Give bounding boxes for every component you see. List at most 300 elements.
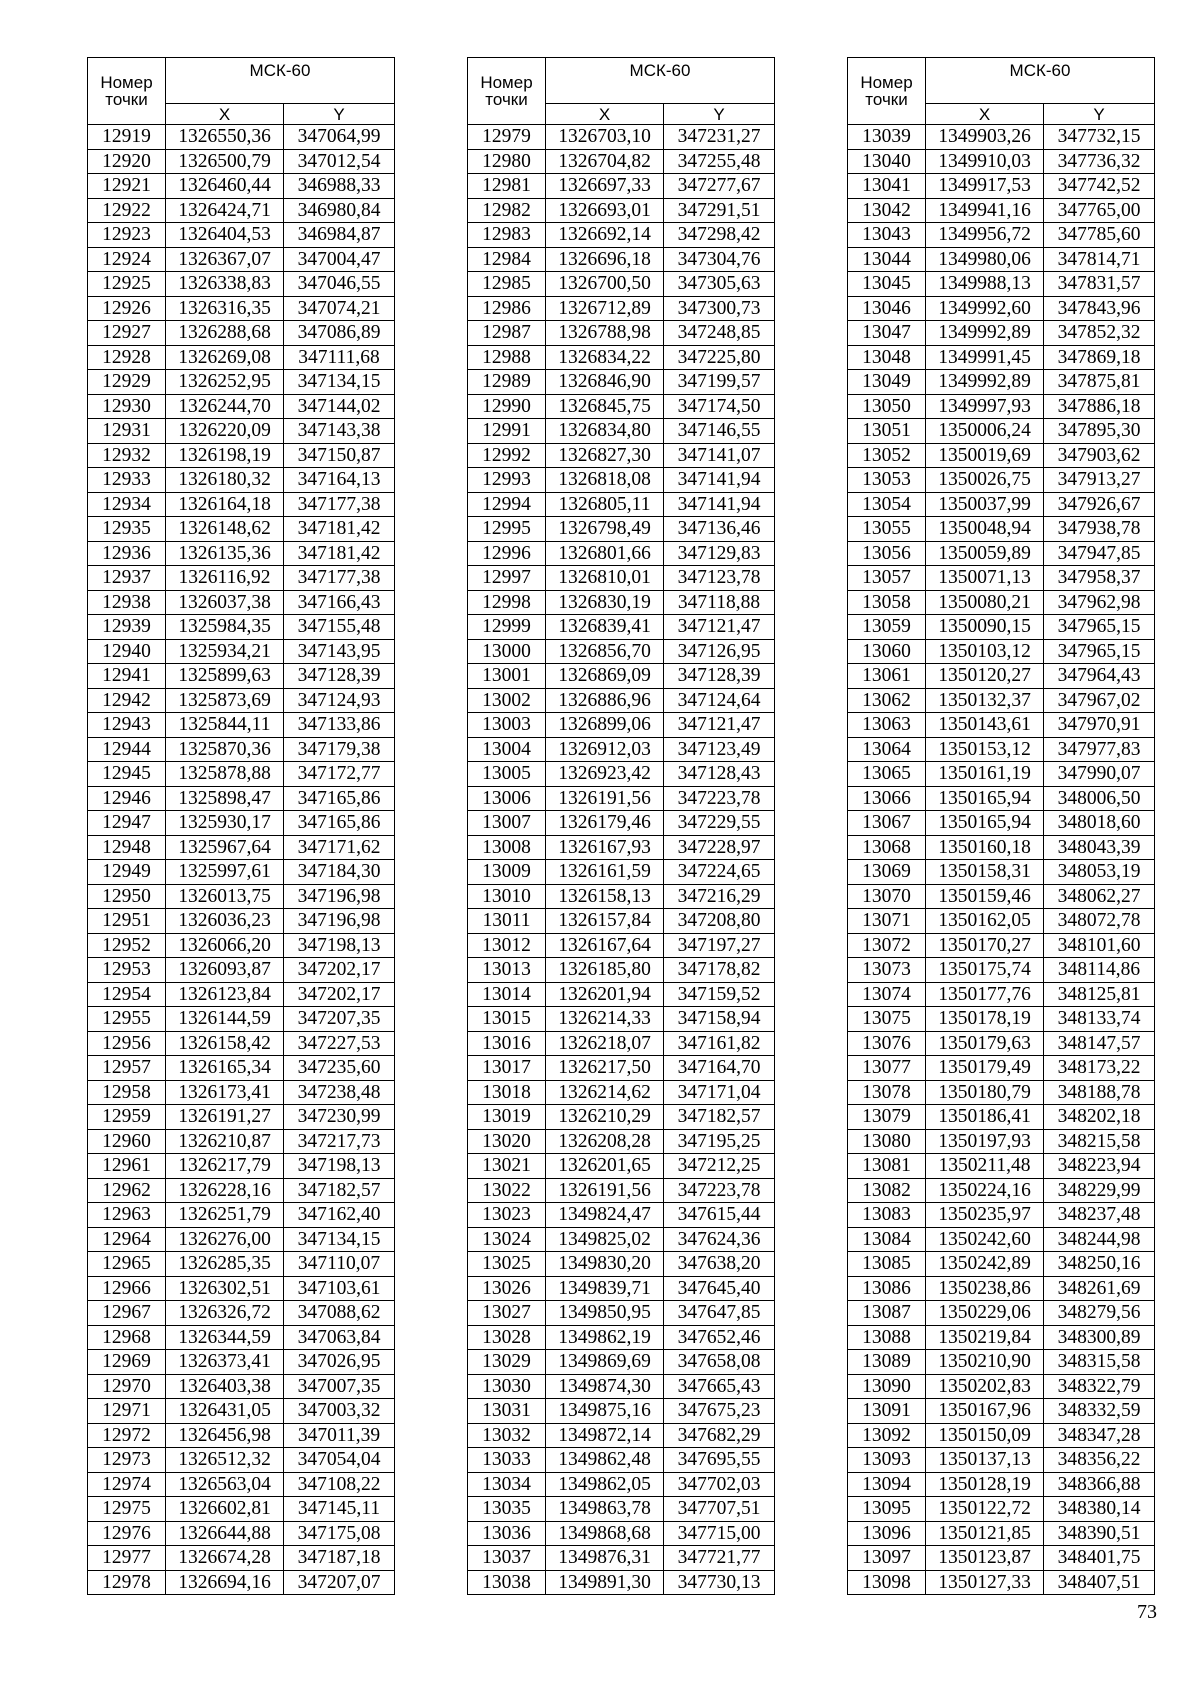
table-row bbox=[88, 370, 395, 395]
y-coordinate-cell: 347177,38 bbox=[284, 492, 395, 517]
x-coordinate-cell: 1326185,80 bbox=[546, 958, 664, 983]
y-coordinate-cell: 347224,65 bbox=[664, 860, 775, 885]
y-coordinate-cell: 347658,08 bbox=[664, 1350, 775, 1375]
table-row bbox=[848, 909, 1155, 934]
table-row bbox=[88, 1031, 395, 1056]
x-coordinate-cell: 1349830,20 bbox=[546, 1252, 664, 1277]
x-coordinate-cell: 1349910,03 bbox=[926, 149, 1044, 174]
x-coordinate-cell: 1326810,01 bbox=[546, 566, 664, 591]
x-coordinate-cell: 1349903,26 bbox=[926, 125, 1044, 150]
y-coordinate-cell: 347235,60 bbox=[284, 1056, 395, 1081]
point-number-cell: 12951 bbox=[88, 909, 166, 934]
point-number-cell: 12954 bbox=[88, 982, 166, 1007]
x-coordinate-cell: 1350180,79 bbox=[926, 1080, 1044, 1105]
y-coordinate-cell: 347187,18 bbox=[284, 1546, 395, 1571]
x-coordinate-cell: 1349862,05 bbox=[546, 1472, 664, 1497]
table-row bbox=[88, 517, 395, 542]
table-row bbox=[468, 1252, 775, 1277]
y-coordinate-cell: 347736,32 bbox=[1044, 149, 1155, 174]
table-row bbox=[468, 1350, 775, 1375]
point-number-cell: 13022 bbox=[468, 1178, 546, 1203]
y-coordinate-cell: 347964,43 bbox=[1044, 664, 1155, 689]
point-number-cell: 12947 bbox=[88, 811, 166, 836]
table-row bbox=[848, 860, 1155, 885]
x-coordinate-cell: 1349997,93 bbox=[926, 394, 1044, 419]
table-row bbox=[468, 223, 775, 248]
x-coordinate-cell: 1326036,23 bbox=[166, 909, 284, 934]
table-row bbox=[848, 1007, 1155, 1032]
y-coordinate-cell: 346980,84 bbox=[284, 198, 395, 223]
point-number-cell: 13086 bbox=[848, 1276, 926, 1301]
x-coordinate-cell: 1350235,97 bbox=[926, 1203, 1044, 1228]
y-coordinate-cell: 347111,68 bbox=[284, 345, 395, 370]
x-coordinate-cell: 1325997,61 bbox=[166, 860, 284, 885]
point-number-cell: 12943 bbox=[88, 713, 166, 738]
x-coordinate-cell: 1325873,69 bbox=[166, 688, 284, 713]
point-number-cell: 13012 bbox=[468, 933, 546, 958]
point-number-cell: 12966 bbox=[88, 1276, 166, 1301]
table-row bbox=[848, 394, 1155, 419]
table-row bbox=[88, 1227, 395, 1252]
x-coordinate-cell: 1326834,22 bbox=[546, 345, 664, 370]
x-coordinate-cell: 1350229,06 bbox=[926, 1301, 1044, 1326]
table-row bbox=[848, 492, 1155, 517]
y-coordinate-cell: 348347,28 bbox=[1044, 1423, 1155, 1448]
table-row bbox=[88, 982, 395, 1007]
point-number-header: Номер точки bbox=[88, 58, 166, 125]
table-row bbox=[848, 566, 1155, 591]
y-coordinate-cell: 347108,22 bbox=[284, 1472, 395, 1497]
point-number-cell: 12937 bbox=[88, 566, 166, 591]
y-coordinate-cell: 347652,46 bbox=[664, 1325, 775, 1350]
point-number-cell: 12940 bbox=[88, 639, 166, 664]
point-number-cell: 12922 bbox=[88, 198, 166, 223]
table-row bbox=[468, 1472, 775, 1497]
y-coordinate-cell: 347161,82 bbox=[664, 1031, 775, 1056]
point-number-cell: 12978 bbox=[88, 1570, 166, 1595]
point-number-cell: 12987 bbox=[468, 321, 546, 346]
point-number-cell: 12983 bbox=[468, 223, 546, 248]
point-number-cell: 12986 bbox=[468, 296, 546, 321]
x-coordinate-cell: 1326788,98 bbox=[546, 321, 664, 346]
point-number-cell: 13072 bbox=[848, 933, 926, 958]
y-coordinate-cell: 347208,80 bbox=[664, 909, 775, 934]
y-coordinate-cell: 347184,30 bbox=[284, 860, 395, 885]
table-row bbox=[88, 443, 395, 468]
x-coordinate-cell: 1350090,15 bbox=[926, 615, 1044, 640]
y-coordinate-cell: 348072,78 bbox=[1044, 909, 1155, 934]
table-row bbox=[88, 639, 395, 664]
x-coordinate-cell: 1349863,78 bbox=[546, 1497, 664, 1522]
table-row bbox=[848, 982, 1155, 1007]
y-coordinate-cell: 347144,02 bbox=[284, 394, 395, 419]
point-number-cell: 12926 bbox=[88, 296, 166, 321]
table-row bbox=[848, 811, 1155, 836]
x-coordinate-cell: 1350165,94 bbox=[926, 811, 1044, 836]
table-row bbox=[848, 639, 1155, 664]
table-row bbox=[468, 125, 775, 150]
table-row bbox=[88, 1423, 395, 1448]
y-coordinate-cell: 348366,88 bbox=[1044, 1472, 1155, 1497]
y-coordinate-cell: 347967,02 bbox=[1044, 688, 1155, 713]
x-coordinate-cell: 1349956,72 bbox=[926, 223, 1044, 248]
point-number-cell: 13096 bbox=[848, 1521, 926, 1546]
table-row bbox=[848, 688, 1155, 713]
table-row bbox=[848, 370, 1155, 395]
x-coordinate-cell: 1350211,48 bbox=[926, 1154, 1044, 1179]
y-coordinate-cell: 347962,98 bbox=[1044, 590, 1155, 615]
table-row bbox=[88, 1399, 395, 1424]
point-number-cell: 12953 bbox=[88, 958, 166, 983]
table-row bbox=[88, 884, 395, 909]
table-row bbox=[468, 468, 775, 493]
y-coordinate-cell: 347304,76 bbox=[664, 247, 775, 272]
y-coordinate-cell: 347965,15 bbox=[1044, 639, 1155, 664]
table-row bbox=[468, 1129, 775, 1154]
y-coordinate-cell: 347785,60 bbox=[1044, 223, 1155, 248]
table-row bbox=[468, 1325, 775, 1350]
x-coordinate-cell: 1326827,30 bbox=[546, 443, 664, 468]
y-coordinate-cell: 348390,51 bbox=[1044, 1521, 1155, 1546]
table-row bbox=[88, 492, 395, 517]
x-coordinate-cell: 1349917,53 bbox=[926, 174, 1044, 199]
point-number-cell: 13055 bbox=[848, 517, 926, 542]
table-row bbox=[848, 272, 1155, 297]
y-coordinate-cell: 347143,38 bbox=[284, 419, 395, 444]
y-coordinate-cell: 347088,62 bbox=[284, 1301, 395, 1326]
point-number-cell: 13007 bbox=[468, 811, 546, 836]
x-coordinate-cell: 1326602,81 bbox=[166, 1497, 284, 1522]
x-coordinate-cell: 1350197,93 bbox=[926, 1129, 1044, 1154]
y-coordinate-cell: 347141,07 bbox=[664, 443, 775, 468]
table-row bbox=[848, 615, 1155, 640]
point-number-cell: 12939 bbox=[88, 615, 166, 640]
y-coordinate-cell: 347990,07 bbox=[1044, 762, 1155, 787]
y-coordinate-cell: 346988,33 bbox=[284, 174, 395, 199]
y-coordinate-cell: 347230,99 bbox=[284, 1105, 395, 1130]
y-coordinate-cell: 347195,25 bbox=[664, 1129, 775, 1154]
y-coordinate-cell: 348244,98 bbox=[1044, 1227, 1155, 1252]
y-coordinate-cell: 347074,21 bbox=[284, 296, 395, 321]
y-coordinate-cell: 347647,85 bbox=[664, 1301, 775, 1326]
point-number-cell: 13034 bbox=[468, 1472, 546, 1497]
point-number-cell: 13052 bbox=[848, 443, 926, 468]
table-row bbox=[468, 982, 775, 1007]
y-coordinate-cell: 347814,71 bbox=[1044, 247, 1155, 272]
point-number-cell: 13029 bbox=[468, 1350, 546, 1375]
point-number-cell: 13015 bbox=[468, 1007, 546, 1032]
table-row bbox=[88, 713, 395, 738]
y-coordinate-cell: 347638,20 bbox=[664, 1252, 775, 1277]
y-coordinate-cell: 347225,80 bbox=[664, 345, 775, 370]
point-number-cell: 13070 bbox=[848, 884, 926, 909]
x-coordinate-cell: 1326144,59 bbox=[166, 1007, 284, 1032]
point-number-cell: 13013 bbox=[468, 958, 546, 983]
table-row bbox=[88, 737, 395, 762]
point-number-cell: 13073 bbox=[848, 958, 926, 983]
table-row bbox=[468, 1031, 775, 1056]
y-coordinate-cell: 347004,47 bbox=[284, 247, 395, 272]
point-number-cell: 13033 bbox=[468, 1448, 546, 1473]
table-row bbox=[848, 1105, 1155, 1130]
y-coordinate-cell: 347895,30 bbox=[1044, 419, 1155, 444]
x-coordinate-cell: 1350121,85 bbox=[926, 1521, 1044, 1546]
y-coordinate-cell: 347730,13 bbox=[664, 1570, 775, 1595]
table-row bbox=[468, 1007, 775, 1032]
point-number-cell: 13008 bbox=[468, 835, 546, 860]
y-coordinate-cell: 347238,48 bbox=[284, 1080, 395, 1105]
y-coordinate-cell: 347179,38 bbox=[284, 737, 395, 762]
y-coordinate-cell: 347277,67 bbox=[664, 174, 775, 199]
y-coordinate-cell: 347207,35 bbox=[284, 1007, 395, 1032]
point-number-cell: 13083 bbox=[848, 1203, 926, 1228]
point-number-cell: 13038 bbox=[468, 1570, 546, 1595]
coordinate-system-header: МСК-60 bbox=[166, 58, 395, 104]
y-coordinate-cell: 347831,57 bbox=[1044, 272, 1155, 297]
x-coordinate-cell: 1326563,04 bbox=[166, 1472, 284, 1497]
y-coordinate-cell: 347227,53 bbox=[284, 1031, 395, 1056]
y-coordinate-cell: 348215,58 bbox=[1044, 1129, 1155, 1154]
x-coordinate-cell: 1349876,31 bbox=[546, 1546, 664, 1571]
point-number-cell: 13091 bbox=[848, 1399, 926, 1424]
point-number-cell: 12974 bbox=[88, 1472, 166, 1497]
y-coordinate-cell: 347196,98 bbox=[284, 884, 395, 909]
y-column-header: Y bbox=[664, 104, 775, 125]
x-coordinate-cell: 1326403,38 bbox=[166, 1374, 284, 1399]
point-number-cell: 12976 bbox=[88, 1521, 166, 1546]
y-coordinate-cell: 348300,89 bbox=[1044, 1325, 1155, 1350]
table-row bbox=[468, 1203, 775, 1228]
point-number-cell: 13002 bbox=[468, 688, 546, 713]
y-coordinate-cell: 347133,86 bbox=[284, 713, 395, 738]
table-row bbox=[468, 1399, 775, 1424]
table-row bbox=[468, 786, 775, 811]
x-coordinate-cell: 1349992,89 bbox=[926, 321, 1044, 346]
x-coordinate-cell: 1326923,42 bbox=[546, 762, 664, 787]
table-row bbox=[848, 1178, 1155, 1203]
x-coordinate-cell: 1326214,33 bbox=[546, 1007, 664, 1032]
y-coordinate-cell: 347064,99 bbox=[284, 125, 395, 150]
point-number-cell: 13041 bbox=[848, 174, 926, 199]
y-coordinate-cell: 347223,78 bbox=[664, 1178, 775, 1203]
y-coordinate-cell: 347913,27 bbox=[1044, 468, 1155, 493]
point-number-cell: 13021 bbox=[468, 1154, 546, 1179]
x-coordinate-cell: 1326285,35 bbox=[166, 1252, 284, 1277]
y-coordinate-cell: 347926,67 bbox=[1044, 492, 1155, 517]
x-coordinate-cell: 1326839,41 bbox=[546, 615, 664, 640]
x-coordinate-cell: 1350019,69 bbox=[926, 443, 1044, 468]
point-number-cell: 12993 bbox=[468, 468, 546, 493]
point-number-cell: 13054 bbox=[848, 492, 926, 517]
x-coordinate-cell: 1349992,89 bbox=[926, 370, 1044, 395]
point-number-cell: 13066 bbox=[848, 786, 926, 811]
table-row bbox=[848, 1031, 1155, 1056]
table-row bbox=[848, 321, 1155, 346]
point-number-cell: 13023 bbox=[468, 1203, 546, 1228]
table-row bbox=[88, 664, 395, 689]
x-coordinate-cell: 1350059,89 bbox=[926, 541, 1044, 566]
table-row bbox=[468, 762, 775, 787]
y-coordinate-cell: 347177,38 bbox=[284, 566, 395, 591]
y-coordinate-cell: 347216,29 bbox=[664, 884, 775, 909]
table-row bbox=[468, 1227, 775, 1252]
y-coordinate-cell: 347155,48 bbox=[284, 615, 395, 640]
point-number-cell: 12925 bbox=[88, 272, 166, 297]
point-number-cell: 13056 bbox=[848, 541, 926, 566]
x-coordinate-cell: 1326210,87 bbox=[166, 1129, 284, 1154]
x-coordinate-cell: 1326846,90 bbox=[546, 370, 664, 395]
table-row bbox=[88, 1325, 395, 1350]
point-number-cell: 13036 bbox=[468, 1521, 546, 1546]
point-number-cell: 13039 bbox=[848, 125, 926, 150]
point-number-cell: 13045 bbox=[848, 272, 926, 297]
x-coordinate-cell: 1326158,42 bbox=[166, 1031, 284, 1056]
table-row bbox=[468, 198, 775, 223]
x-coordinate-cell: 1349868,68 bbox=[546, 1521, 664, 1546]
table-row bbox=[848, 1080, 1155, 1105]
table-row bbox=[468, 713, 775, 738]
x-coordinate-cell: 1349824,47 bbox=[546, 1203, 664, 1228]
point-number-cell: 12929 bbox=[88, 370, 166, 395]
point-number-cell: 12921 bbox=[88, 174, 166, 199]
point-number-cell: 13037 bbox=[468, 1546, 546, 1571]
table-row bbox=[468, 1497, 775, 1522]
x-coordinate-cell: 1350006,24 bbox=[926, 419, 1044, 444]
x-coordinate-cell: 1350167,96 bbox=[926, 1399, 1044, 1424]
x-coordinate-cell: 1326191,27 bbox=[166, 1105, 284, 1130]
x-coordinate-cell: 1350224,16 bbox=[926, 1178, 1044, 1203]
y-coordinate-cell: 347126,95 bbox=[664, 639, 775, 664]
point-number-cell: 12948 bbox=[88, 835, 166, 860]
y-coordinate-cell: 348223,94 bbox=[1044, 1154, 1155, 1179]
x-coordinate-cell: 1350132,37 bbox=[926, 688, 1044, 713]
y-coordinate-cell: 347164,70 bbox=[664, 1056, 775, 1081]
point-number-header: Номер точки bbox=[468, 58, 546, 125]
y-column-header: Y bbox=[1044, 104, 1155, 125]
x-coordinate-cell: 1326191,56 bbox=[546, 786, 664, 811]
point-number-cell: 12995 bbox=[468, 517, 546, 542]
y-coordinate-cell: 347202,17 bbox=[284, 958, 395, 983]
x-coordinate-cell: 1326798,49 bbox=[546, 517, 664, 542]
x-coordinate-cell: 1326460,44 bbox=[166, 174, 284, 199]
x-coordinate-cell: 1326700,50 bbox=[546, 272, 664, 297]
y-coordinate-cell: 347229,55 bbox=[664, 811, 775, 836]
x-coordinate-cell: 1325844,11 bbox=[166, 713, 284, 738]
point-number-cell: 12971 bbox=[88, 1399, 166, 1424]
point-number-cell: 12968 bbox=[88, 1325, 166, 1350]
y-coordinate-cell: 348062,27 bbox=[1044, 884, 1155, 909]
table-row bbox=[468, 1423, 775, 1448]
x-coordinate-cell: 1326116,92 bbox=[166, 566, 284, 591]
y-coordinate-cell: 347123,49 bbox=[664, 737, 775, 762]
y-coordinate-cell: 348237,48 bbox=[1044, 1203, 1155, 1228]
y-coordinate-cell: 347164,13 bbox=[284, 468, 395, 493]
y-coordinate-cell: 347146,55 bbox=[664, 419, 775, 444]
point-number-header: Номер точки bbox=[848, 58, 926, 125]
y-coordinate-cell: 347852,32 bbox=[1044, 321, 1155, 346]
table-row bbox=[848, 345, 1155, 370]
point-number-cell: 12960 bbox=[88, 1129, 166, 1154]
point-number-cell: 13095 bbox=[848, 1497, 926, 1522]
x-coordinate-cell: 1326252,95 bbox=[166, 370, 284, 395]
point-number-cell: 12956 bbox=[88, 1031, 166, 1056]
x-coordinate-cell: 1326830,19 bbox=[546, 590, 664, 615]
y-coordinate-cell: 348006,50 bbox=[1044, 786, 1155, 811]
y-coordinate-cell: 347970,91 bbox=[1044, 713, 1155, 738]
coordinates-table bbox=[467, 57, 775, 1595]
point-number-cell: 13001 bbox=[468, 664, 546, 689]
x-coordinate-cell: 1326644,88 bbox=[166, 1521, 284, 1546]
table-row bbox=[468, 664, 775, 689]
x-coordinate-cell: 1326550,36 bbox=[166, 125, 284, 150]
point-number-cell: 12963 bbox=[88, 1203, 166, 1228]
y-coordinate-cell: 347958,37 bbox=[1044, 566, 1155, 591]
point-number-cell: 13005 bbox=[468, 762, 546, 787]
table-row bbox=[848, 1546, 1155, 1571]
point-number-cell: 13093 bbox=[848, 1448, 926, 1473]
point-number-cell: 13085 bbox=[848, 1252, 926, 1277]
x-coordinate-cell: 1349839,71 bbox=[546, 1276, 664, 1301]
table-row bbox=[468, 1448, 775, 1473]
x-coordinate-cell: 1350175,74 bbox=[926, 958, 1044, 983]
point-number-cell: 12984 bbox=[468, 247, 546, 272]
y-coordinate-cell: 347121,47 bbox=[664, 615, 775, 640]
table-row bbox=[848, 1154, 1155, 1179]
table-row bbox=[468, 1374, 775, 1399]
table-row bbox=[468, 174, 775, 199]
y-coordinate-cell: 347248,85 bbox=[664, 321, 775, 346]
x-coordinate-cell: 1325899,63 bbox=[166, 664, 284, 689]
y-coordinate-cell: 347003,32 bbox=[284, 1399, 395, 1424]
point-number-cell: 13025 bbox=[468, 1252, 546, 1277]
point-number-cell: 12941 bbox=[88, 664, 166, 689]
x-coordinate-cell: 1350122,72 bbox=[926, 1497, 1044, 1522]
x-coordinate-cell: 1326269,08 bbox=[166, 345, 284, 370]
point-number-cell: 13040 bbox=[848, 149, 926, 174]
x-coordinate-cell: 1350048,94 bbox=[926, 517, 1044, 542]
y-coordinate-cell: 347165,86 bbox=[284, 811, 395, 836]
y-coordinate-cell: 347875,81 bbox=[1044, 370, 1155, 395]
point-number-cell: 13061 bbox=[848, 664, 926, 689]
y-coordinate-cell: 347197,27 bbox=[664, 933, 775, 958]
point-number-cell: 12980 bbox=[468, 149, 546, 174]
x-coordinate-cell: 1349992,60 bbox=[926, 296, 1044, 321]
y-coordinate-cell: 347682,29 bbox=[664, 1423, 775, 1448]
table-row bbox=[848, 1276, 1155, 1301]
y-coordinate-cell: 347162,40 bbox=[284, 1203, 395, 1228]
y-coordinate-cell: 347172,77 bbox=[284, 762, 395, 787]
table-row bbox=[468, 149, 775, 174]
coordinates-table-1 bbox=[87, 57, 394, 1595]
x-coordinate-cell: 1326217,50 bbox=[546, 1056, 664, 1081]
y-coordinate-cell: 347123,78 bbox=[664, 566, 775, 591]
x-coordinate-cell: 1326228,16 bbox=[166, 1178, 284, 1203]
table-row bbox=[848, 737, 1155, 762]
x-coordinate-cell: 1350177,76 bbox=[926, 982, 1044, 1007]
y-coordinate-cell: 348188,78 bbox=[1044, 1080, 1155, 1105]
x-coordinate-cell: 1350071,13 bbox=[926, 566, 1044, 591]
y-coordinate-cell: 347145,11 bbox=[284, 1497, 395, 1522]
x-coordinate-cell: 1350026,75 bbox=[926, 468, 1044, 493]
y-coordinate-cell: 347869,18 bbox=[1044, 345, 1155, 370]
x-coordinate-cell: 1326191,56 bbox=[546, 1178, 664, 1203]
y-coordinate-cell: 346984,87 bbox=[284, 223, 395, 248]
y-coordinate-cell: 347165,86 bbox=[284, 786, 395, 811]
point-number-cell: 13016 bbox=[468, 1031, 546, 1056]
x-coordinate-cell: 1350103,12 bbox=[926, 639, 1044, 664]
y-coordinate-cell: 347207,07 bbox=[284, 1570, 395, 1595]
point-number-cell: 13050 bbox=[848, 394, 926, 419]
